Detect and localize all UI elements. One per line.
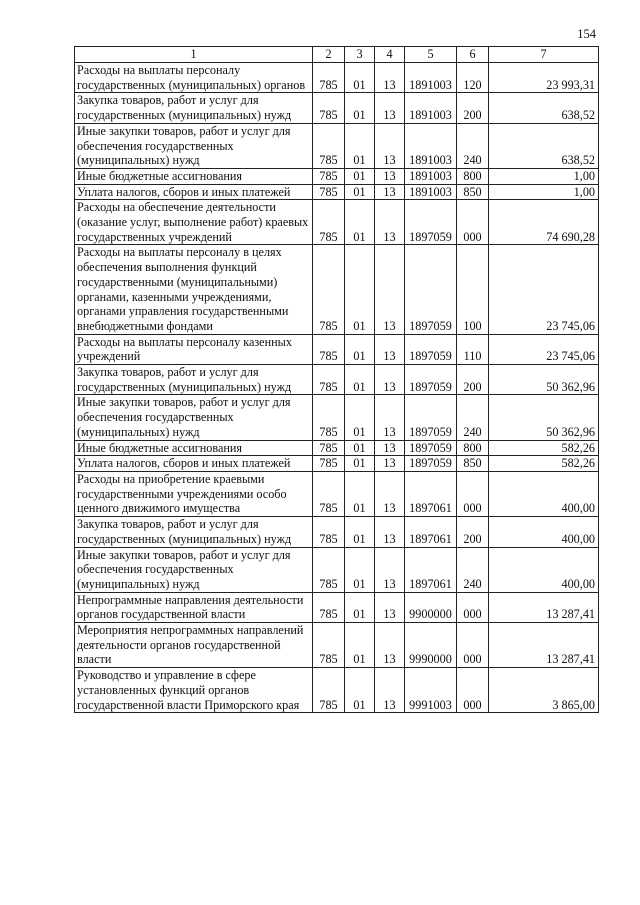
row-section-code: 01 — [345, 395, 375, 440]
row-amount: 582,26 — [489, 440, 599, 456]
row-ministry-code: 785 — [313, 517, 345, 547]
row-target-article: 1897061 — [405, 517, 457, 547]
table-body — [75, 63, 599, 713]
row-expense-type: 200 — [457, 517, 489, 547]
row-section-code: 01 — [345, 365, 375, 395]
row-amount: 23 745,06 — [489, 334, 599, 364]
row-target-article: 1891003 — [405, 184, 457, 200]
table-row — [75, 471, 599, 516]
row-expense-type: 800 — [457, 168, 489, 184]
row-section-code: 01 — [345, 184, 375, 200]
row-target-article: 1891003 — [405, 168, 457, 184]
row-subsection-code: 13 — [375, 668, 405, 713]
row-target-article: 1897059 — [405, 245, 457, 334]
row-target-article: 1897059 — [405, 365, 457, 395]
row-amount: 74 690,28 — [489, 200, 599, 245]
row-subsection-code: 13 — [375, 200, 405, 245]
row-ministry-code: 785 — [313, 200, 345, 245]
row-ministry-code: 785 — [313, 668, 345, 713]
header-col-5: 5 — [405, 47, 457, 63]
table-header — [75, 47, 599, 63]
row-description: Закупка товаров, работ и услуг для государственных (муниципальных) нужд — [75, 365, 313, 395]
row-ministry-code: 785 — [313, 168, 345, 184]
row-expense-type: 200 — [457, 93, 489, 123]
row-amount: 3 865,00 — [489, 668, 599, 713]
row-subsection-code: 13 — [375, 245, 405, 334]
row-target-article: 1897061 — [405, 547, 457, 592]
row-description: Расходы на выплаты персоналу государственных (муниципальных) органов — [75, 63, 313, 93]
row-amount: 50 362,96 — [489, 365, 599, 395]
row-ministry-code: 785 — [313, 365, 345, 395]
row-description: Расходы на выплаты персоналу казенных учреждений — [75, 334, 313, 364]
row-subsection-code: 13 — [375, 123, 405, 168]
row-section-code: 01 — [345, 668, 375, 713]
row-section-code: 01 — [345, 334, 375, 364]
row-expense-type: 000 — [457, 200, 489, 245]
row-ministry-code: 785 — [313, 547, 345, 592]
row-subsection-code: 13 — [375, 592, 405, 622]
row-expense-type: 200 — [457, 365, 489, 395]
row-subsection-code: 13 — [375, 395, 405, 440]
row-amount: 23 745,06 — [489, 245, 599, 334]
row-ministry-code: 785 — [313, 395, 345, 440]
row-target-article: 1897059 — [405, 334, 457, 364]
row-subsection-code: 13 — [375, 547, 405, 592]
row-ministry-code: 785 — [313, 623, 345, 668]
row-section-code: 01 — [345, 168, 375, 184]
row-target-article: 1897059 — [405, 200, 457, 245]
row-amount: 1,00 — [489, 168, 599, 184]
table-row — [75, 200, 599, 245]
row-amount: 50 362,96 — [489, 395, 599, 440]
row-subsection-code: 13 — [375, 623, 405, 668]
table-row — [75, 365, 599, 395]
row-subsection-code: 13 — [375, 334, 405, 364]
row-target-article: 9900000 — [405, 592, 457, 622]
header-col-4: 4 — [375, 47, 405, 63]
row-description: Расходы на обеспечение деятельности (оказание услуг, выполнение работ) краевых государственных учреждений — [75, 200, 313, 245]
row-amount: 638,52 — [489, 123, 599, 168]
row-description: Закупка товаров, работ и услуг для государственных (муниципальных) нужд — [75, 93, 313, 123]
table-row — [75, 668, 599, 713]
row-subsection-code: 13 — [375, 93, 405, 123]
table-row — [75, 334, 599, 364]
row-ministry-code: 785 — [313, 592, 345, 622]
header-col-2: 2 — [313, 47, 345, 63]
row-amount: 638,52 — [489, 93, 599, 123]
row-subsection-code: 13 — [375, 365, 405, 395]
row-expense-type: 850 — [457, 456, 489, 472]
row-subsection-code: 13 — [375, 471, 405, 516]
row-section-code: 01 — [345, 547, 375, 592]
row-expense-type: 240 — [457, 547, 489, 592]
row-target-article: 9991003 — [405, 668, 457, 713]
row-expense-type: 850 — [457, 184, 489, 200]
row-ministry-code: 785 — [313, 123, 345, 168]
row-expense-type: 100 — [457, 245, 489, 334]
row-description: Иные закупки товаров, работ и услуг для обеспечения государственных (муниципальных) нужд — [75, 123, 313, 168]
table-row — [75, 245, 599, 334]
row-ministry-code: 785 — [313, 245, 345, 334]
row-expense-type: 000 — [457, 668, 489, 713]
header-col-3: 3 — [345, 47, 375, 63]
row-ministry-code: 785 — [313, 184, 345, 200]
table-row — [75, 168, 599, 184]
row-ministry-code: 785 — [313, 456, 345, 472]
row-description: Уплата налогов, сборов и иных платежей — [75, 456, 313, 472]
row-description: Расходы на выплаты персоналу в целях обеспечения выполнения функций государственными (муниципальными) органами, казенными учреждениями, органами управления государственными внебюджетными фондами — [75, 245, 313, 334]
table-row — [75, 93, 599, 123]
table-row — [75, 123, 599, 168]
row-expense-type: 800 — [457, 440, 489, 456]
header-col-6: 6 — [457, 47, 489, 63]
row-section-code: 01 — [345, 63, 375, 93]
row-description: Закупка товаров, работ и услуг для государственных (муниципальных) нужд — [75, 517, 313, 547]
row-amount: 400,00 — [489, 471, 599, 516]
row-subsection-code: 13 — [375, 168, 405, 184]
row-target-article: 1891003 — [405, 63, 457, 93]
header-col-1: 1 — [75, 47, 313, 63]
row-target-article: 9990000 — [405, 623, 457, 668]
row-target-article: 1897059 — [405, 456, 457, 472]
header-col-7: 7 — [489, 47, 599, 63]
row-description: Уплата налогов, сборов и иных платежей — [75, 184, 313, 200]
row-section-code: 01 — [345, 200, 375, 245]
row-expense-type: 120 — [457, 63, 489, 93]
row-ministry-code: 785 — [313, 471, 345, 516]
row-description: Иные бюджетные ассигнования — [75, 168, 313, 184]
row-expense-type: 000 — [457, 471, 489, 516]
row-expense-type: 240 — [457, 123, 489, 168]
budget-table — [74, 46, 599, 713]
row-subsection-code: 13 — [375, 517, 405, 547]
row-description: Иные бюджетные ассигнования — [75, 440, 313, 456]
row-amount: 400,00 — [489, 547, 599, 592]
table-row — [75, 63, 599, 93]
row-description: Непрограммные направления деятельности органов государственной власти — [75, 592, 313, 622]
row-expense-type: 000 — [457, 623, 489, 668]
table-row — [75, 184, 599, 200]
table-row — [75, 456, 599, 472]
page-number: 154 — [577, 27, 596, 41]
row-subsection-code: 13 — [375, 456, 405, 472]
row-description: Иные закупки товаров, работ и услуг для обеспечения государственных (муниципальных) нужд — [75, 547, 313, 592]
row-section-code: 01 — [345, 93, 375, 123]
row-ministry-code: 785 — [313, 63, 345, 93]
table-row — [75, 395, 599, 440]
row-amount: 23 993,31 — [489, 63, 599, 93]
row-section-code: 01 — [345, 623, 375, 668]
header-row — [75, 47, 599, 63]
row-description: Мероприятия непрограммных направлений деятельности органов государственной власти — [75, 623, 313, 668]
row-amount: 582,26 — [489, 456, 599, 472]
table-row — [75, 592, 599, 622]
table-row — [75, 517, 599, 547]
row-description: Руководство и управление в сфере установленных функций органов государственной власти Приморского края — [75, 668, 313, 713]
row-section-code: 01 — [345, 245, 375, 334]
row-target-article: 1891003 — [405, 123, 457, 168]
row-expense-type: 000 — [457, 592, 489, 622]
row-target-article: 1891003 — [405, 93, 457, 123]
row-description: Иные закупки товаров, работ и услуг для обеспечения государственных (муниципальных) нужд — [75, 395, 313, 440]
row-ministry-code: 785 — [313, 93, 345, 123]
table-row — [75, 440, 599, 456]
row-description: Расходы на приобретение краевыми государственными учреждениями особо ценного движимого имущества — [75, 471, 313, 516]
row-section-code: 01 — [345, 123, 375, 168]
row-subsection-code: 13 — [375, 63, 405, 93]
row-target-article: 1897059 — [405, 395, 457, 440]
row-target-article: 1897061 — [405, 471, 457, 516]
row-section-code: 01 — [345, 592, 375, 622]
row-section-code: 01 — [345, 471, 375, 516]
row-amount: 13 287,41 — [489, 592, 599, 622]
row-subsection-code: 13 — [375, 184, 405, 200]
row-subsection-code: 13 — [375, 440, 405, 456]
row-section-code: 01 — [345, 517, 375, 547]
row-expense-type: 110 — [457, 334, 489, 364]
row-expense-type: 240 — [457, 395, 489, 440]
table-row — [75, 623, 599, 668]
row-section-code: 01 — [345, 440, 375, 456]
row-amount: 13 287,41 — [489, 623, 599, 668]
row-amount: 400,00 — [489, 517, 599, 547]
row-section-code: 01 — [345, 456, 375, 472]
row-amount: 1,00 — [489, 184, 599, 200]
row-ministry-code: 785 — [313, 440, 345, 456]
row-ministry-code: 785 — [313, 334, 345, 364]
row-target-article: 1897059 — [405, 440, 457, 456]
table-row — [75, 547, 599, 592]
